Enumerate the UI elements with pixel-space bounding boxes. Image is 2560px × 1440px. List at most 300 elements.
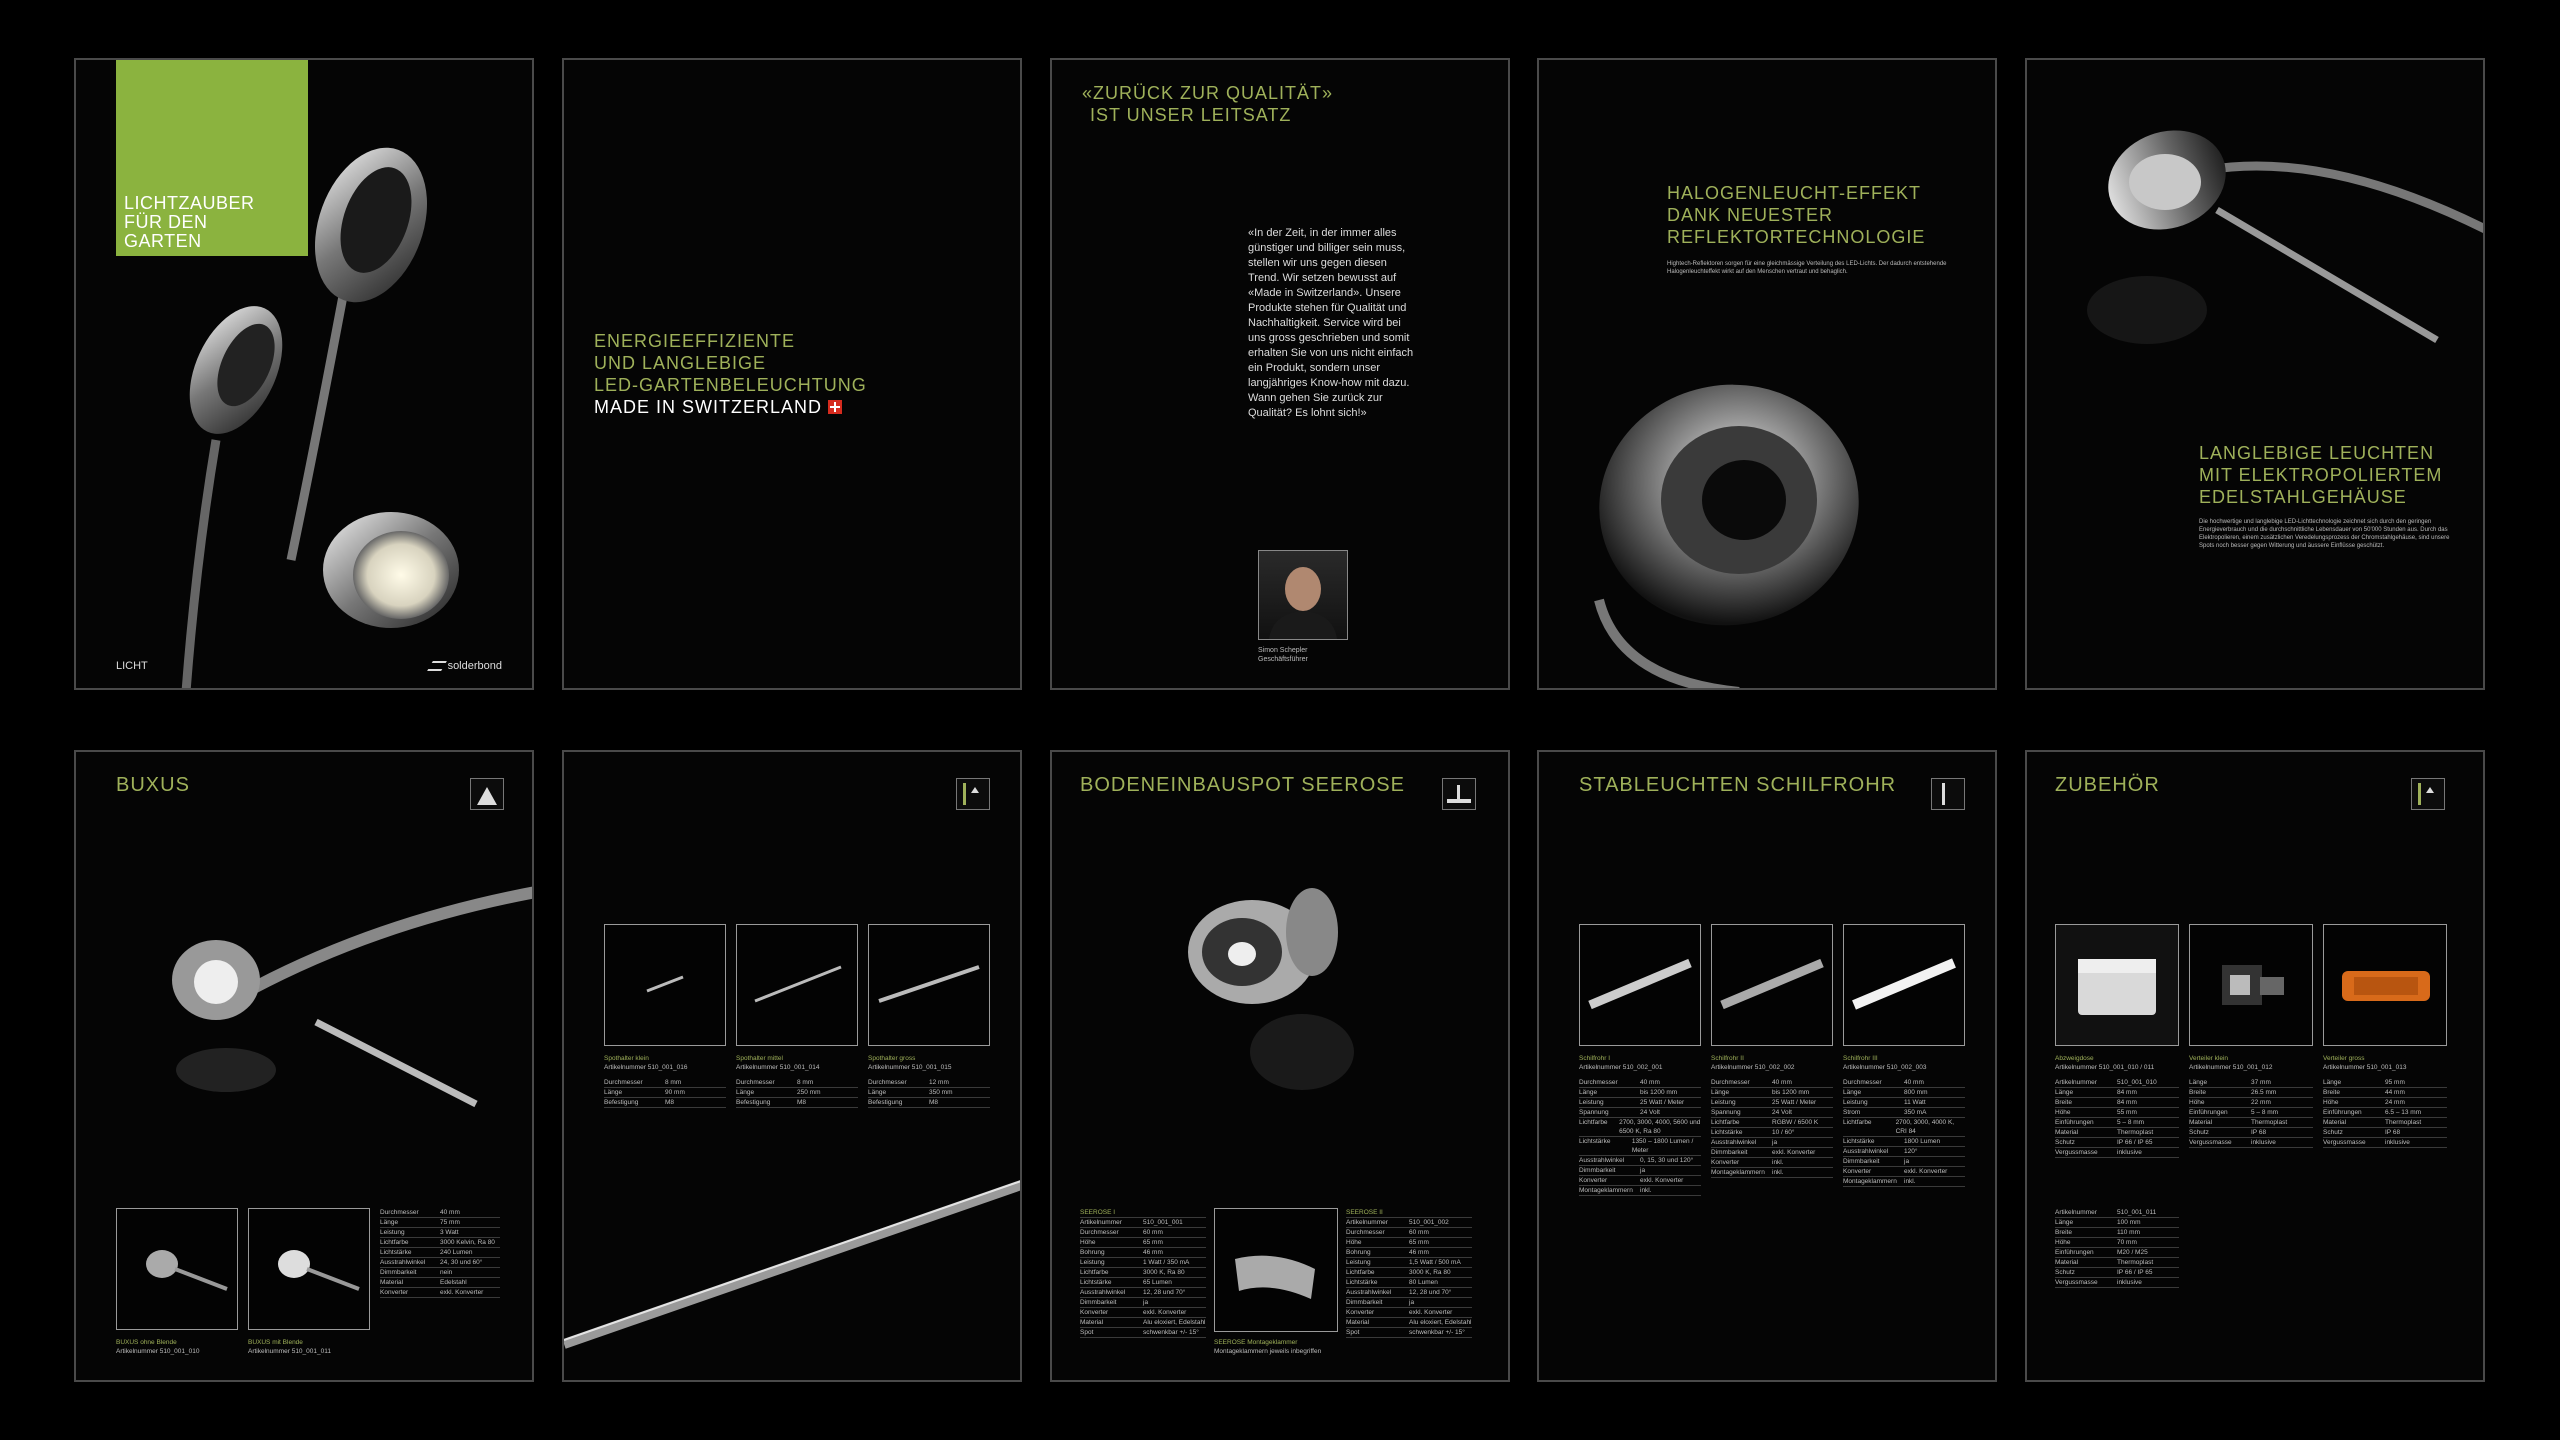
spec-cell: inkl. bbox=[1904, 1178, 1916, 1185]
spec-cell: Einführungen bbox=[2189, 1109, 2228, 1116]
accessory-pictogram-icon bbox=[2412, 779, 2444, 809]
spec-cell: schwenkbar +/- 15° bbox=[1143, 1329, 1199, 1336]
spec-cell: 1 Watt / 350 mA bbox=[1143, 1259, 1190, 1266]
spec-row bbox=[736, 1088, 858, 1098]
schilfrohr-thumb-3 bbox=[1843, 924, 1965, 1046]
spec-cell: bis 1200 mm bbox=[1772, 1089, 1810, 1096]
spec-cell: 40 mm bbox=[440, 1209, 460, 1216]
spec-cell: 1800 Lumen bbox=[1904, 1138, 1941, 1145]
spec-cell: 46 mm bbox=[1143, 1249, 1163, 1256]
spec-cell: schwenkbar +/- 15° bbox=[1409, 1329, 1465, 1336]
spec-cell: Durchmesser bbox=[380, 1209, 419, 1216]
buxus-caption-2-name: BUXUS mit Blende bbox=[248, 1339, 303, 1346]
spec-cell: Höhe bbox=[2189, 1099, 2205, 1106]
spec-row bbox=[1080, 1238, 1206, 1248]
section-icon bbox=[1442, 778, 1476, 810]
spec-cell: Alu eloxiert, Edelstahl bbox=[1409, 1319, 1472, 1326]
spec-cell: Ausstrahlwinkel bbox=[1346, 1289, 1392, 1296]
spec-cell: 75 mm bbox=[440, 1219, 460, 1226]
spec-row bbox=[1080, 1318, 1206, 1328]
spec-row bbox=[380, 1228, 500, 1238]
spec-cell: 0, 15, 30 und 120° bbox=[1640, 1157, 1694, 1164]
spec-caption: Artikelnummer 510_002_001 bbox=[1579, 1064, 1663, 1071]
spec-row bbox=[1080, 1328, 1206, 1338]
spec-cell: Schutz bbox=[2323, 1129, 2343, 1136]
spec-row bbox=[380, 1238, 500, 1248]
spec-cell: ja bbox=[1904, 1158, 1910, 1165]
person-role: Geschäftsführer bbox=[1258, 656, 1308, 663]
section-icon bbox=[956, 778, 990, 810]
spec-cell: Thermoplast bbox=[2117, 1129, 2154, 1136]
spec-row bbox=[1711, 1108, 1833, 1118]
spec-cell: Durchmesser bbox=[1579, 1079, 1618, 1086]
zubehoer-title: ZUBEHÖR bbox=[2055, 774, 2160, 796]
spec-caption: Artikelnummer 510_001_012 bbox=[2189, 1064, 2273, 1071]
spec-cell: 3 Watt bbox=[440, 1229, 459, 1236]
zubehoer-thumb-2 bbox=[2189, 924, 2313, 1046]
spec-cell: 100 mm bbox=[2117, 1219, 2141, 1226]
spec-row bbox=[380, 1268, 500, 1278]
spec-cell: Dimmbarkeit bbox=[380, 1269, 417, 1276]
spec-row bbox=[2323, 1098, 2447, 1108]
spec-cell: inklusive bbox=[2385, 1139, 2410, 1146]
spec-cell: ja bbox=[1772, 1139, 1778, 1146]
spec-cell: Ausstrahlwinkel bbox=[1080, 1289, 1126, 1296]
spec-cell: Leistung bbox=[1346, 1259, 1371, 1266]
spec-cell: 44 mm bbox=[2385, 1089, 2405, 1096]
section-icon bbox=[470, 778, 504, 810]
spec-cell: 2700, 3000, 4000, 5600 und 6500 K, Ra 80 bbox=[1619, 1119, 1701, 1135]
schilfrohr-thumb-2 bbox=[1711, 924, 1833, 1046]
small-distributor-image bbox=[2190, 925, 2312, 1045]
spec-cell: IP 68 bbox=[2385, 1129, 2401, 1136]
spec-cell: IP 66 / IP 65 bbox=[2117, 1139, 2153, 1146]
spec-row bbox=[1346, 1318, 1472, 1328]
seerose-product-image bbox=[1052, 872, 1510, 1172]
spec-cell: Spot bbox=[1080, 1329, 1094, 1336]
spec-cell: 84 mm bbox=[2117, 1089, 2137, 1096]
spec-cell: 240 Lumen bbox=[440, 1249, 473, 1256]
spothalter-thumb-3 bbox=[868, 924, 990, 1046]
spec-cell: Länge bbox=[1711, 1089, 1730, 1096]
spec-row bbox=[1080, 1218, 1206, 1228]
spec-cell: 12, 28 und 70° bbox=[1409, 1289, 1452, 1296]
spec-cell: 350 mm bbox=[929, 1089, 953, 1096]
spothalter-thumb-2 bbox=[736, 924, 858, 1046]
spec-row bbox=[1843, 1078, 1965, 1088]
page-quote bbox=[1050, 58, 1510, 690]
spec-cell: Bohrung bbox=[1346, 1249, 1371, 1256]
spec-cell: Montageklammern bbox=[1711, 1169, 1765, 1176]
swiss-flag-icon bbox=[828, 400, 842, 414]
person-name: Simon Schepler bbox=[1258, 647, 1308, 654]
spec-row bbox=[1843, 1157, 1965, 1167]
spec-cell: IP 68 bbox=[2251, 1129, 2267, 1136]
spec-cell: 120° bbox=[1904, 1148, 1918, 1155]
schilfrohr-title: STABLEUCHTEN SCHILFROHR bbox=[1579, 774, 1897, 796]
spec-row bbox=[736, 1078, 858, 1088]
spec-cell: 46 mm bbox=[1409, 1249, 1429, 1256]
rod-light-pictogram-icon bbox=[1932, 779, 1964, 809]
spec-cell: Breite bbox=[2055, 1099, 2072, 1106]
spec-row bbox=[2055, 1218, 2179, 1228]
spec-cell: 25 Watt / Meter bbox=[1640, 1099, 1685, 1106]
spec-row bbox=[1080, 1268, 1206, 1278]
spec-row bbox=[380, 1278, 500, 1288]
spec-cell: Artikelnummer bbox=[2055, 1209, 2097, 1216]
spec-cell: Lichtstärke bbox=[1346, 1279, 1378, 1286]
spec-cell: Material bbox=[1080, 1319, 1104, 1326]
spec-row bbox=[1080, 1298, 1206, 1308]
lamp-pictogram-icon bbox=[471, 779, 503, 809]
spec-cell: M8 bbox=[665, 1099, 675, 1106]
spec-row bbox=[1579, 1088, 1701, 1098]
spec-row bbox=[1346, 1328, 1472, 1338]
spec-cell: Spannung bbox=[1711, 1109, 1741, 1116]
spec-cell: 80 Lumen bbox=[1409, 1279, 1438, 1286]
spec-row bbox=[1346, 1278, 1472, 1288]
spec-cell: 1,5 Watt / 500 mA bbox=[1409, 1259, 1461, 1266]
spec-row bbox=[1711, 1118, 1833, 1128]
spothalter-thumb-1 bbox=[604, 924, 726, 1046]
spec-cell: 6.5 – 13 mm bbox=[2385, 1109, 2422, 1116]
spec-cell: Leistung bbox=[1080, 1259, 1105, 1266]
spec-row bbox=[868, 1098, 990, 1108]
spec-cell: nein bbox=[440, 1269, 453, 1276]
spec-cell: Durchmesser bbox=[1080, 1229, 1119, 1236]
spec-cell: Höhe bbox=[2055, 1239, 2071, 1246]
spec-cell: Einführungen bbox=[2323, 1109, 2362, 1116]
spec-cell: Lichtfarbe bbox=[380, 1239, 409, 1246]
spec-row bbox=[1711, 1078, 1833, 1088]
spec-cell: Befestigung bbox=[604, 1099, 639, 1106]
spec-row bbox=[2323, 1128, 2447, 1138]
page-seerose bbox=[1050, 750, 1510, 1382]
spec-row bbox=[2189, 1128, 2313, 1138]
stake-pictogram-icon bbox=[957, 779, 989, 809]
spec-cell: 24 Volt bbox=[1772, 1109, 1792, 1116]
spec-cell: Ausstrahlwinkel bbox=[1843, 1148, 1889, 1155]
spec-cell: RGBW / 6500 K bbox=[1772, 1119, 1819, 1126]
spec-cell: Länge bbox=[868, 1089, 887, 1096]
reflector-image bbox=[1539, 60, 1997, 690]
spec-row bbox=[1346, 1228, 1472, 1238]
spec-row bbox=[2189, 1098, 2313, 1108]
spec-cell: Konverter bbox=[1843, 1168, 1872, 1175]
spec-row bbox=[1711, 1088, 1833, 1098]
reflector-body: Hightech-Reflektoren sorgen für eine gleichmässige Verteilung des LED-Lichts. Der dadurch entstehende Halogenleuchteffekt wirkt auf den Menschen vertraut und behaglich. bbox=[1667, 261, 1947, 275]
spec-row bbox=[1080, 1288, 1206, 1298]
spec-cell: Lichtfarbe bbox=[1843, 1119, 1872, 1126]
spec-cell: Thermoplast bbox=[2385, 1119, 2422, 1126]
spec-cell: Länge bbox=[604, 1089, 623, 1096]
spec-caption: Spothalter gross bbox=[868, 1055, 916, 1062]
spec-caption: Verteiler klein bbox=[2189, 1055, 2229, 1062]
spec-row bbox=[1346, 1288, 1472, 1298]
spec-cell: 60 mm bbox=[1409, 1229, 1429, 1236]
seerose-2-specs bbox=[1346, 1208, 1472, 1338]
spec-caption: Artikelnummer 510_001_010 / 011 bbox=[2055, 1064, 2155, 1071]
spec-row bbox=[2055, 1258, 2179, 1268]
spec-cell: Dimmbarkeit bbox=[1346, 1299, 1383, 1306]
spec-row bbox=[2323, 1138, 2447, 1148]
spec-row bbox=[1579, 1108, 1701, 1118]
spec-row bbox=[1843, 1167, 1965, 1177]
spec-row bbox=[2055, 1098, 2179, 1108]
section-icon bbox=[1931, 778, 1965, 810]
spec-cell: Konverter bbox=[1579, 1177, 1608, 1184]
spec-cell: 2700, 3000, 4000 K, CRI 84 bbox=[1895, 1119, 1955, 1135]
spec-cell: 510_001_002 bbox=[1409, 1219, 1449, 1226]
spec-row bbox=[1843, 1137, 1965, 1147]
reflector-headline: HALOGENLEUCHT-EFFEKT DANK NEUESTER REFLEKTORTECHNOLOGIE bbox=[1667, 183, 1926, 247]
spec-cell: Höhe bbox=[1080, 1239, 1096, 1246]
spec-row bbox=[1579, 1137, 1701, 1156]
buxus-caption-1-name: BUXUS ohne Blende bbox=[116, 1339, 177, 1346]
spec-cell: 84 mm bbox=[2117, 1099, 2137, 1106]
spec-cell: Konverter bbox=[380, 1289, 409, 1296]
spec-row bbox=[2323, 1108, 2447, 1118]
page-buxus bbox=[74, 750, 534, 1382]
spec-row bbox=[1346, 1298, 1472, 1308]
spec-cell: Konverter bbox=[1080, 1309, 1109, 1316]
page-schilfrohr bbox=[1537, 750, 1997, 1382]
housing-body: Die hochwertige und langlebige LED-Lichttechnologie zeichnet sich durch den geringen Energieverbrauch und die durchschnittliche Lebensdauer von 50'000 Stunden aus. Durch das Elektropolieren, einem zusätzlichen Veredelungsprozess der Chromstahlgehäuse, sind unsere Spots noch besser gegen Witterung und äussere Einflüsse geschützt. bbox=[2199, 519, 2450, 549]
spec-row bbox=[1843, 1108, 1965, 1118]
spec-cell: Lichtstärke bbox=[1711, 1129, 1743, 1136]
spec-cell: M8 bbox=[797, 1099, 807, 1106]
spec-cell: inklusive bbox=[2117, 1149, 2142, 1156]
spec-cell: Material bbox=[380, 1279, 404, 1286]
spec-cell: Thermoplast bbox=[2251, 1119, 2288, 1126]
spec-row bbox=[1843, 1098, 1965, 1108]
spec-cell: 26.5 mm bbox=[2251, 1089, 2277, 1096]
spec-cell: 11 Watt bbox=[1904, 1099, 1926, 1106]
spec-cell: ja bbox=[1143, 1299, 1149, 1306]
spec-cell: inklusive bbox=[2251, 1139, 2276, 1146]
spec-cell: Dimmbarkeit bbox=[1579, 1167, 1616, 1174]
spec-row bbox=[1346, 1238, 1472, 1248]
spec-cell: Einführungen bbox=[2055, 1249, 2094, 1256]
spec-cell: Durchmesser bbox=[868, 1079, 907, 1086]
spec-cell: 65 Lumen bbox=[1143, 1279, 1172, 1286]
spothalter-col-1 bbox=[604, 1054, 726, 1108]
spec-cell: 10 / 60° bbox=[1772, 1129, 1795, 1136]
spec-cell: 90 mm bbox=[665, 1089, 685, 1096]
spec-row bbox=[1346, 1308, 1472, 1318]
spec-cell: 110 mm bbox=[2117, 1229, 2140, 1236]
spec-cell: Montageklammern bbox=[1579, 1187, 1633, 1194]
spec-cell: Dimmbarkeit bbox=[1080, 1299, 1117, 1306]
spec-row bbox=[2055, 1228, 2179, 1238]
spec-cell: exkl. Konverter bbox=[1772, 1149, 1816, 1156]
spec-cell: Material bbox=[2189, 1119, 2213, 1126]
page-zubehoer bbox=[2025, 750, 2485, 1382]
spec-row bbox=[1579, 1186, 1701, 1196]
portrait-photo bbox=[1258, 550, 1348, 640]
spec-cell: 8 mm bbox=[665, 1079, 682, 1086]
spec-cell: Lichtfarbe bbox=[1346, 1269, 1375, 1276]
spec-cell: 40 mm bbox=[1772, 1079, 1792, 1086]
spec-cell: Vergussmasse bbox=[2323, 1139, 2366, 1146]
spec-cell: 55 mm bbox=[2117, 1109, 2137, 1116]
spec-caption: Artikelnummer 510_002_003 bbox=[1843, 1064, 1927, 1071]
spec-cell: ja bbox=[1640, 1167, 1646, 1174]
spec-cell: Breite bbox=[2323, 1089, 2340, 1096]
spec-row bbox=[1080, 1228, 1206, 1238]
spec-cell: 60 mm bbox=[1143, 1229, 1163, 1236]
spec-cell: Länge bbox=[1843, 1089, 1862, 1096]
spec-cell: Lichtstärke bbox=[1843, 1138, 1875, 1145]
buxus-spec-table bbox=[380, 1208, 500, 1298]
spec-cell: Artikelnummer bbox=[1346, 1219, 1388, 1226]
spec-cell: Artikelnummer bbox=[1080, 1219, 1122, 1226]
spec-cell: 8 mm bbox=[797, 1079, 814, 1086]
spec-cell: 70 mm bbox=[2117, 1239, 2137, 1246]
brand-logo: solderbond bbox=[430, 660, 502, 672]
spothalter-rod-image bbox=[564, 1124, 1022, 1382]
spec-cell: Leistung bbox=[1579, 1099, 1604, 1106]
spothalter-col-3 bbox=[868, 1054, 990, 1108]
spec-cell: 510_001_010 bbox=[2117, 1079, 2157, 1086]
spec-row bbox=[2055, 1208, 2179, 1218]
spec-cell: Strom bbox=[1843, 1109, 1861, 1116]
spec-row bbox=[1080, 1248, 1206, 1258]
spec-cell: inkl. bbox=[1640, 1187, 1652, 1194]
spec-caption: Schilfrohr I bbox=[1579, 1055, 1611, 1062]
spec-row bbox=[2055, 1148, 2179, 1158]
page-housing bbox=[2025, 58, 2485, 690]
ground-spot-pictogram-icon bbox=[1443, 779, 1475, 809]
page-intro bbox=[562, 58, 1022, 690]
spec-cell: Konverter bbox=[1711, 1159, 1740, 1166]
spec-cell: 3000 K, Ra 80 bbox=[1409, 1269, 1451, 1276]
zubehoer-thumb-1 bbox=[2055, 924, 2179, 1046]
spec-cell: 65 mm bbox=[1143, 1239, 1163, 1246]
spec-cell: 510_001_011 bbox=[2117, 1209, 2157, 1216]
spec-row bbox=[2055, 1248, 2179, 1258]
page-spothalter bbox=[562, 750, 1022, 1382]
spec-cell: bis 1200 mm bbox=[1640, 1089, 1678, 1096]
spec-row bbox=[1080, 1258, 1206, 1268]
seerose-clamp-name: SEEROSE Montageklammer bbox=[1214, 1339, 1298, 1346]
spec-row bbox=[2055, 1238, 2179, 1248]
spec-caption: SEEROSE II bbox=[1346, 1208, 1472, 1218]
spec-row bbox=[1579, 1078, 1701, 1088]
spec-cell: Vergussmasse bbox=[2189, 1139, 2232, 1146]
housing-spotlight-image bbox=[2027, 60, 2485, 690]
spec-row bbox=[1080, 1278, 1206, 1288]
spec-cell: Schutz bbox=[2189, 1129, 2209, 1136]
spec-cell: Vergussmasse bbox=[2055, 1279, 2098, 1286]
schilfrohr-col-3 bbox=[1843, 1054, 1965, 1187]
spec-cell: Schutz bbox=[2055, 1139, 2075, 1146]
spec-row bbox=[868, 1078, 990, 1088]
spec-cell: 250 mm bbox=[797, 1089, 821, 1096]
seerose-1-specs bbox=[1080, 1208, 1206, 1338]
spec-cell: inklusive bbox=[2117, 1279, 2142, 1286]
quote-headline: «ZURÜCK ZUR QUALITÄT» IST UNSER LEITSATZ bbox=[1082, 83, 1334, 125]
spec-cell: Ausstrahlwinkel bbox=[1711, 1139, 1757, 1146]
page-cover bbox=[74, 58, 534, 690]
spec-cell: Ausstrahlwinkel bbox=[1579, 1157, 1625, 1164]
spec-cell: M8 bbox=[929, 1099, 939, 1106]
spec-cell: 350 mA bbox=[1904, 1109, 1927, 1116]
spec-row bbox=[2189, 1138, 2313, 1148]
zubehoer-col-3 bbox=[2323, 1054, 2447, 1148]
junction-box-image bbox=[2056, 925, 2178, 1045]
seerose-clamp-thumb bbox=[1214, 1208, 1338, 1332]
spec-row bbox=[1711, 1098, 1833, 1108]
spec-row bbox=[604, 1098, 726, 1108]
spec-row bbox=[1843, 1118, 1965, 1137]
spec-cell: exkl. Konverter bbox=[1409, 1309, 1453, 1316]
seerose-clamp-text: Montageklammern jeweils inbegriffen bbox=[1214, 1348, 1322, 1355]
spec-row bbox=[380, 1218, 500, 1228]
spec-cell: Länge bbox=[2055, 1219, 2074, 1226]
spec-row bbox=[2055, 1118, 2179, 1128]
spec-cell: 800 mm bbox=[1904, 1089, 1928, 1096]
spec-caption: Artikelnummer 510_001_016 bbox=[604, 1064, 688, 1071]
spec-cell: 3000 K, Ra 80 bbox=[1143, 1269, 1185, 1276]
housing-headline: LANGLEBIGE LEUCHTEN MIT ELEKTROPOLIERTEM EDELSTAHLGEHÄUSE bbox=[2199, 443, 2443, 507]
spec-cell: ja bbox=[1409, 1299, 1415, 1306]
spec-row bbox=[2055, 1108, 2179, 1118]
spec-cell: Bohrung bbox=[1080, 1249, 1105, 1256]
spec-cell: Befestigung bbox=[736, 1099, 771, 1106]
spec-row bbox=[2055, 1278, 2179, 1288]
spec-caption: SEEROSE I bbox=[1080, 1208, 1206, 1218]
spec-cell: Material bbox=[2055, 1259, 2079, 1266]
spec-row bbox=[380, 1208, 500, 1218]
spec-cell: Länge bbox=[2055, 1089, 2074, 1096]
spec-cell: 65 mm bbox=[1409, 1239, 1429, 1246]
spec-row bbox=[2055, 1128, 2179, 1138]
intro-headline: ENERGIEEFFIZIENTE UND LANGLEBIGE LED-GARTENBELEUCHTUNG MADE IN SWITZERLAND bbox=[594, 331, 867, 417]
spec-row bbox=[1346, 1258, 1472, 1268]
spec-cell: Leistung bbox=[1711, 1099, 1736, 1106]
spec-cell: Durchmesser bbox=[1843, 1079, 1882, 1086]
spec-row bbox=[2189, 1078, 2313, 1088]
spec-caption: Abzweigdose bbox=[2055, 1055, 2094, 1062]
spec-cell: Durchmesser bbox=[604, 1079, 643, 1086]
spec-cell: Edelstahl bbox=[440, 1279, 467, 1286]
spec-row bbox=[380, 1248, 500, 1258]
spec-caption: Artikelnummer 510_001_013 bbox=[2323, 1064, 2407, 1071]
spec-cell: Einführungen bbox=[2055, 1119, 2094, 1126]
buxus-caption-1-num: Artikelnummer 510_001_010 bbox=[116, 1348, 200, 1355]
spec-cell: 24, 30 und 60° bbox=[440, 1259, 483, 1266]
spec-cell: 12 mm bbox=[929, 1079, 949, 1086]
spec-row bbox=[868, 1088, 990, 1098]
spec-cell: Lichtstärke bbox=[1080, 1279, 1112, 1286]
spec-cell: inkl. bbox=[1772, 1169, 1784, 1176]
spec-row bbox=[2323, 1118, 2447, 1128]
spec-cell: Lichtstärke bbox=[1579, 1138, 1611, 1145]
zubehoer-thumb-3 bbox=[2323, 924, 2447, 1046]
spec-cell: 24 mm bbox=[2385, 1099, 2405, 1106]
spec-cell: Länge bbox=[736, 1089, 755, 1096]
spec-cell: Durchmesser bbox=[736, 1079, 775, 1086]
spec-cell: IP 66 / IP 65 bbox=[2117, 1269, 2153, 1276]
spec-cell: 510_001_001 bbox=[1143, 1219, 1183, 1226]
spec-row bbox=[1843, 1177, 1965, 1187]
spec-cell: exkl. Konverter bbox=[1143, 1309, 1187, 1316]
spec-cell: 1350 – 1800 Lumen / Meter bbox=[1631, 1138, 1694, 1154]
spec-cell: Artikelnummer bbox=[2055, 1079, 2097, 1086]
spec-row bbox=[736, 1098, 858, 1108]
spec-cell: Durchmesser bbox=[1711, 1079, 1750, 1086]
